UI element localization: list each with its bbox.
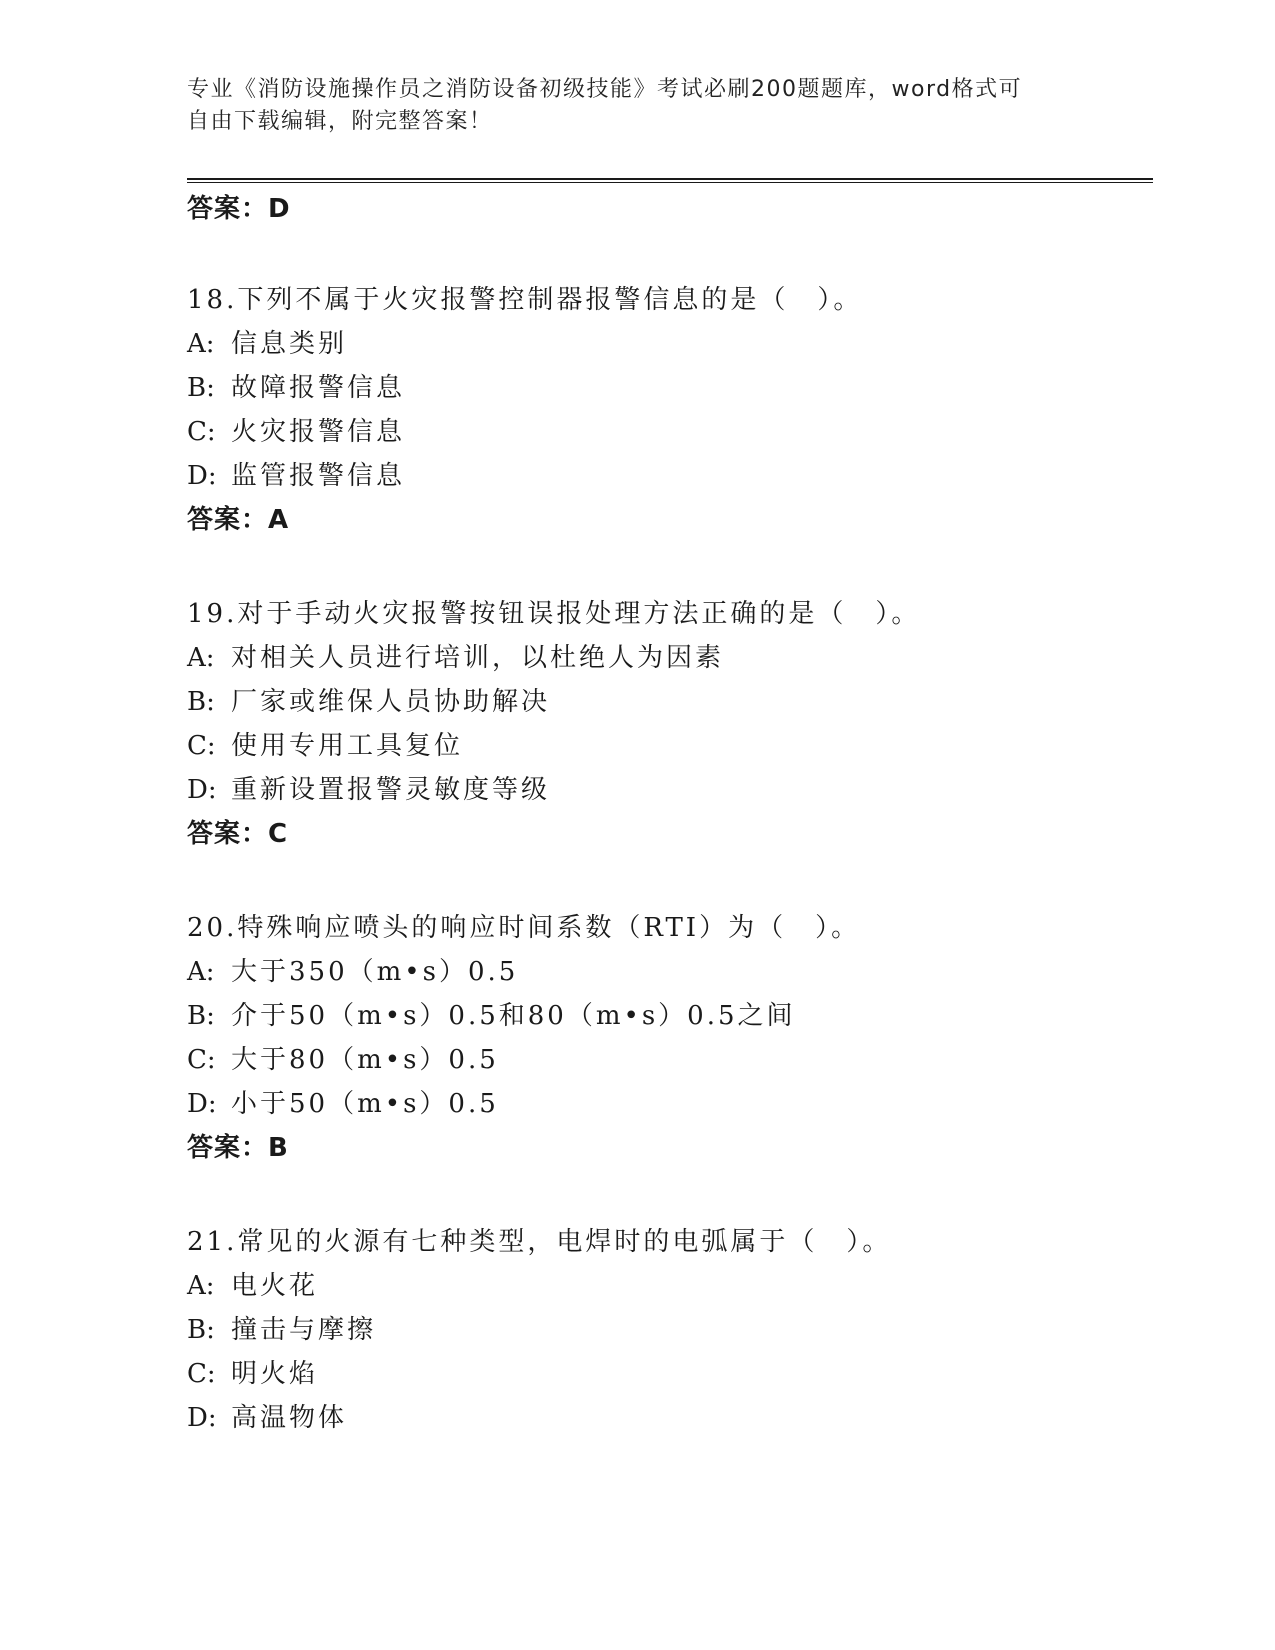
header-divider-thin — [187, 182, 1153, 183]
question-21-option-a: A: 电火花 — [187, 1271, 319, 1301]
question-19-option-d: D: 重新设置报警灵敏度等级 — [187, 775, 551, 805]
question-21-option-d: D: 高温物体 — [187, 1403, 348, 1433]
question-18-stem: 18.下列不属于火灾报警控制器报警信息的是（ ）。 — [187, 285, 863, 315]
document-header — [187, 74, 1067, 138]
header-divider-thick — [187, 178, 1153, 180]
question-21-option-c: C: 明火焰 — [187, 1359, 319, 1389]
question-20-stem: 20.特殊响应喷头的响应时间系数（RTI）为（ ）。 — [187, 913, 861, 943]
previous-answer: 答案：D — [187, 194, 291, 224]
question-20-option-d: D: 小于50（m•s）0.5 — [187, 1089, 499, 1119]
question-18-option-c: C: 火灾报警信息 — [187, 417, 406, 447]
question-19-option-a: A: 对相关人员进行培训，以杜绝人为因素 — [187, 643, 725, 673]
question-20-answer: 答案：B — [187, 1133, 289, 1163]
question-18-option-a: A: 信息类别 — [187, 329, 348, 359]
question-19-answer: 答案：C — [187, 819, 289, 849]
header-line-1: 专业《消防设施操作员之消防设备初级技能》考试必刷200题题库，word格式可 — [187, 77, 1023, 102]
question-19-stem: 19.对于手动火灾报警按钮误报处理方法正确的是（ ）。 — [187, 599, 921, 629]
question-20-option-a: A: 大于350（m•s）0.5 — [187, 957, 519, 987]
header-line-2: 自由下载编辑，附完整答案！ — [187, 109, 493, 134]
question-20-option-c: C: 大于80（m•s）0.5 — [187, 1045, 499, 1075]
question-18-option-d: D: 监管报警信息 — [187, 461, 406, 491]
question-21-option-b: B: 撞击与摩擦 — [187, 1315, 377, 1345]
question-18-answer: 答案：A — [187, 505, 290, 535]
question-20-option-b: B: 介于50（m•s）0.5和80（m•s）0.5之间 — [187, 1001, 796, 1031]
question-19-option-c: C: 使用专用工具复位 — [187, 731, 464, 761]
question-19-option-b: B: 厂家或维保人员协助解决 — [187, 687, 551, 717]
question-18-option-b: B: 故障报警信息 — [187, 373, 406, 403]
question-21-stem: 21.常见的火源有七种类型，电焊时的电弧属于（ ）。 — [187, 1227, 892, 1257]
